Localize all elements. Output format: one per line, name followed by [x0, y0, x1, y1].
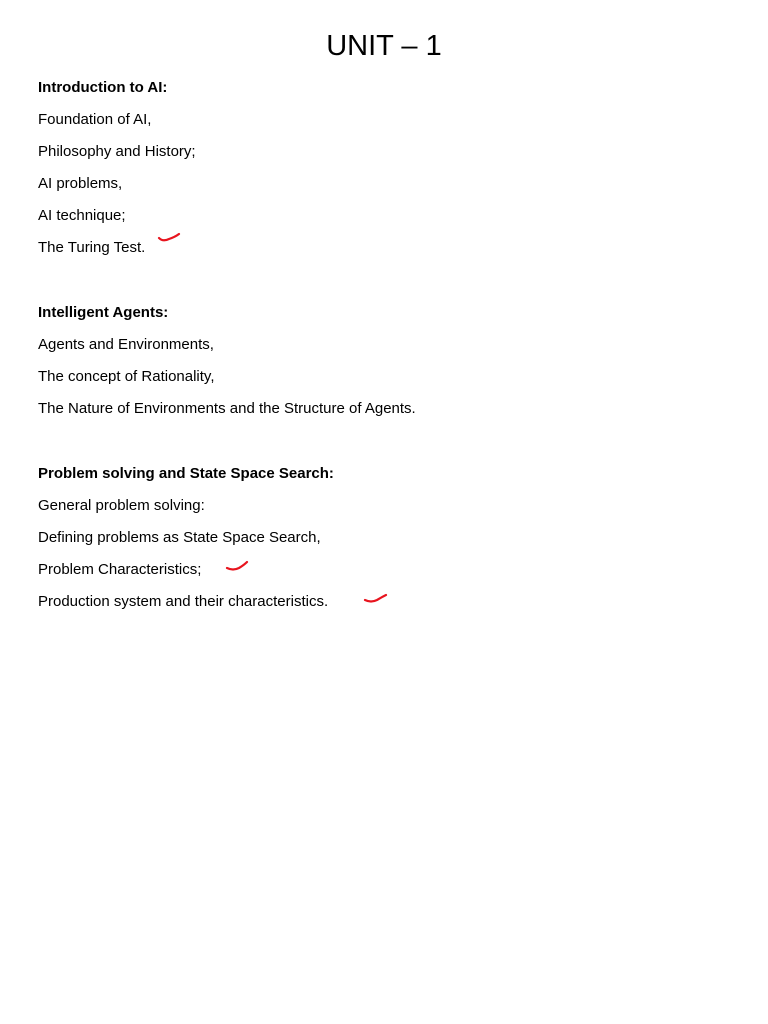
list-item: The concept of Rationality, — [38, 368, 215, 385]
handwritten-check-mark-icon — [157, 231, 183, 243]
list-item: Foundation of AI, — [38, 111, 152, 128]
list-item: The Turing Test. — [38, 239, 146, 256]
list-item: The Nature of Environments and the Structure of Agents. — [38, 400, 416, 417]
section-heading-problem-solving: Problem solving and State Space Search: — [38, 465, 334, 482]
handwritten-check-mark-icon — [225, 560, 251, 572]
list-item: Defining problems as State Space Search, — [38, 529, 321, 546]
section-heading-introduction-to-ai: Introduction to AI: — [38, 79, 168, 96]
handwritten-check-mark-icon — [363, 592, 389, 604]
list-item: Production system and their characteristics. — [38, 593, 329, 610]
section-heading-intelligent-agents: Intelligent Agents: — [38, 304, 169, 321]
list-item: AI technique; — [38, 207, 126, 224]
list-item: AI problems, — [38, 175, 123, 192]
page-title: UNIT – 1 — [326, 30, 442, 62]
list-item: Problem Characteristics; — [38, 561, 202, 578]
list-item: Agents and Environments, — [38, 336, 214, 353]
list-item: Philosophy and History; — [38, 143, 196, 160]
list-item: General problem solving: — [38, 497, 205, 514]
